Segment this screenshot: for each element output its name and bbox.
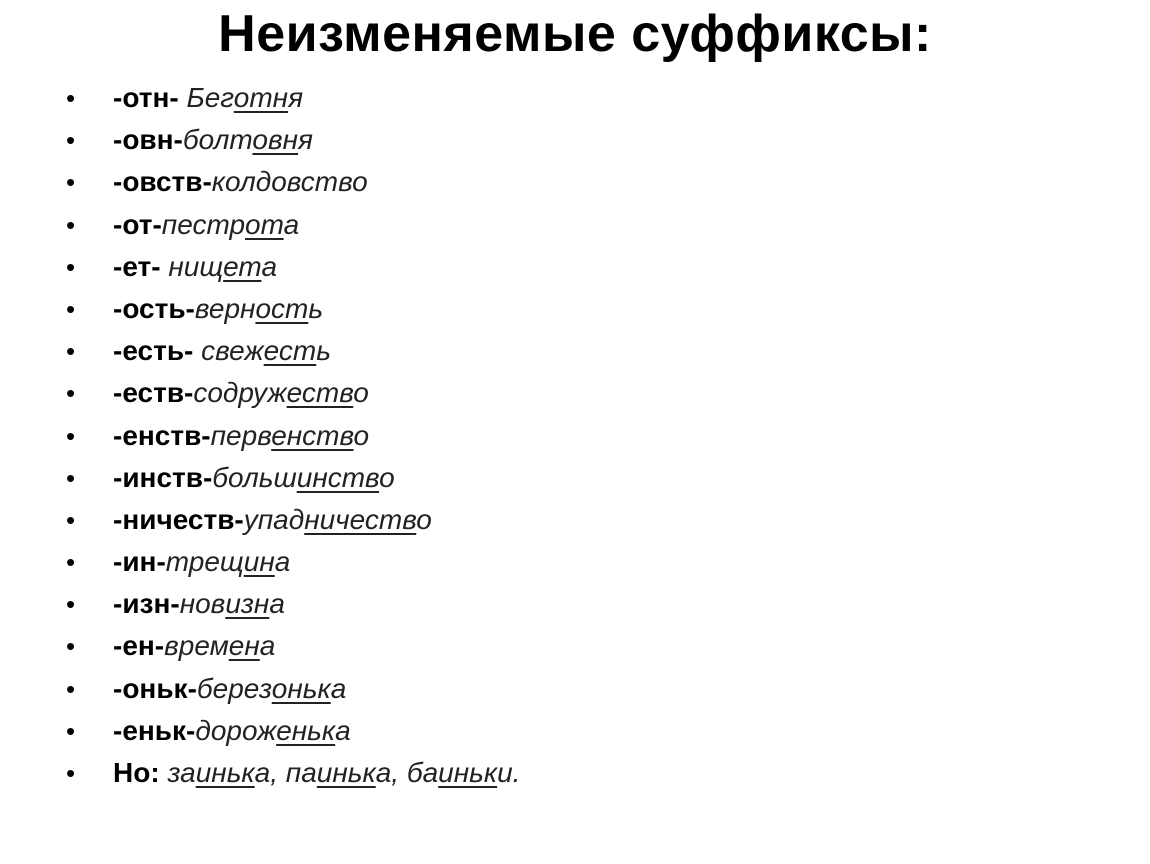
bullet-icon: • <box>66 673 76 704</box>
underlined-suffix: отн <box>233 82 289 113</box>
underlined-suffix: ест <box>263 335 317 367</box>
item-content <box>113 415 369 457</box>
word-part: пестр <box>161 208 246 240</box>
example-word <box>183 124 313 155</box>
item-content <box>113 77 303 119</box>
suffix-label: -еньк- <box>113 714 196 746</box>
word-part: Бег <box>186 82 234 113</box>
suffix-label: -инств- <box>113 461 213 493</box>
item-content <box>113 161 368 203</box>
bullet-icon: • <box>66 420 76 451</box>
suffix-label: -овн- <box>113 124 183 156</box>
example-word <box>244 504 432 535</box>
word-part: дорож <box>195 714 277 746</box>
underlined-suffix: енств <box>271 419 354 451</box>
underlined-suffix: ост <box>255 292 309 324</box>
example-word <box>211 420 369 451</box>
example-word <box>212 462 394 493</box>
underlined-suffix: иньк <box>438 757 498 788</box>
suffix-label: -еств- <box>113 377 194 409</box>
underlined-suffix: ет <box>223 250 262 282</box>
word-part: а <box>274 546 291 578</box>
example-word <box>201 335 331 366</box>
underlined-suffix: от <box>245 208 284 240</box>
item-content <box>113 372 369 414</box>
underlined-suffix: овн <box>252 124 299 156</box>
item-content <box>113 457 395 499</box>
suffix-label: -ин- <box>113 546 166 578</box>
word-part: врем <box>164 630 229 662</box>
suffix-label: -енств- <box>113 419 211 451</box>
word-part: я <box>298 124 313 156</box>
word-part: о <box>353 419 370 451</box>
underlined-suffix: ен <box>228 630 260 662</box>
item-content <box>113 288 323 330</box>
suffix-label: Но: <box>113 757 168 788</box>
bullet-icon: • <box>66 378 76 409</box>
example-word <box>212 166 368 197</box>
word-part: и. <box>497 757 521 788</box>
word-part: свеж <box>201 335 264 367</box>
item-content <box>113 499 432 541</box>
suffix-label: -есть- <box>113 335 202 367</box>
suffix-label: -ет- <box>113 250 169 282</box>
example-word <box>186 82 303 113</box>
underlined-suffix: еньк <box>276 714 336 746</box>
item-content <box>113 246 277 288</box>
underlined-suffix: ничеств <box>304 503 417 535</box>
bullet-icon: • <box>66 462 76 493</box>
word-part: а, ба <box>375 757 439 788</box>
bullet-icon: • <box>66 251 76 282</box>
item-content <box>113 625 275 667</box>
word-part: перв <box>210 419 272 451</box>
word-part: трещ <box>165 546 244 578</box>
example-word <box>180 588 285 619</box>
suffix-label: -ость- <box>113 292 195 324</box>
underlined-suffix: инств <box>296 461 380 493</box>
word-part: о <box>353 377 369 409</box>
underlined-suffix: ин <box>243 546 275 578</box>
underlined-suffix: изн <box>225 588 270 620</box>
word-part: колдовство <box>211 166 368 198</box>
word-part: берез <box>196 672 272 704</box>
item-content <box>113 330 331 372</box>
item-content <box>113 668 346 710</box>
item-content <box>113 204 299 246</box>
example-word <box>167 757 520 788</box>
word-part: а <box>259 630 276 662</box>
slide-title: Неизменяемые суффиксы: <box>218 5 932 63</box>
bullet-icon: • <box>66 167 76 198</box>
word-part: ь <box>308 292 324 324</box>
word-part: нищ <box>168 250 224 282</box>
word-part: ь <box>316 335 331 367</box>
word-part: а <box>335 714 351 746</box>
suffix-label: -овств- <box>113 166 212 198</box>
example-word <box>168 251 277 282</box>
word-part: за <box>167 757 196 788</box>
bullet-icon: • <box>66 504 76 535</box>
word-part: нов <box>179 588 226 620</box>
example-word <box>193 377 368 408</box>
example-word <box>195 293 323 324</box>
item-content <box>113 119 313 161</box>
word-part: а <box>261 250 278 282</box>
bullet-icon: • <box>66 125 76 156</box>
suffix-label: -ен- <box>113 630 165 662</box>
word-part: верн <box>194 292 256 324</box>
word-part: о <box>379 461 395 493</box>
item-content <box>113 583 285 625</box>
item-content <box>113 752 520 794</box>
underlined-suffix: иньк <box>195 757 255 788</box>
word-part: а <box>269 588 285 620</box>
bullet-icon: • <box>66 209 76 240</box>
word-part: содруж <box>193 377 287 409</box>
bullet-icon: • <box>66 293 76 324</box>
bullet-icon: • <box>66 631 76 662</box>
word-part: а <box>330 672 347 704</box>
bullet-icon: • <box>66 715 76 746</box>
suffix-label: -изн- <box>113 588 180 620</box>
word-part: больш <box>212 461 297 493</box>
word-part: а <box>283 208 300 240</box>
item-content <box>113 710 351 752</box>
underlined-suffix: еств <box>286 377 354 409</box>
underlined-suffix: иньк <box>316 757 376 788</box>
suffix-label: -ничеств- <box>113 503 244 535</box>
example-word <box>162 209 299 240</box>
example-word <box>195 715 350 746</box>
word-part: я <box>288 82 304 113</box>
example-word <box>166 546 291 577</box>
suffix-label: -оньк- <box>113 672 197 704</box>
suffix-label: -от- <box>113 208 162 240</box>
item-content <box>113 541 290 583</box>
example-word <box>197 673 346 704</box>
bullet-icon: • <box>66 758 76 788</box>
bullet-icon: • <box>66 83 76 113</box>
underlined-suffix: оньк <box>271 672 331 704</box>
example-word <box>164 630 275 661</box>
bullet-icon: • <box>66 336 76 367</box>
bullet-icon: • <box>66 589 76 620</box>
word-part: о <box>416 503 432 535</box>
word-part: упад <box>243 503 305 535</box>
word-part: а, па <box>254 757 317 788</box>
suffix-label: -отн- <box>113 82 187 113</box>
word-part: болт <box>182 124 253 156</box>
bullet-icon: • <box>66 547 76 578</box>
